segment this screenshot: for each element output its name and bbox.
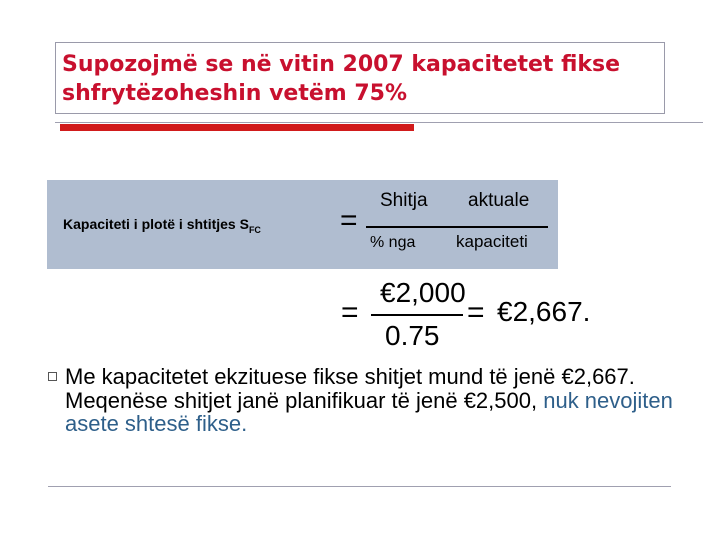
calc-result: €2,667. xyxy=(497,296,591,327)
equals-sign: = xyxy=(467,296,485,329)
equals-sign: = xyxy=(340,204,358,237)
denominator-word-1: % nga xyxy=(370,234,416,251)
numerator-word-1: Shitja xyxy=(380,190,428,211)
lhs-label: Kapaciteti i plotë i shtitjes S xyxy=(63,216,249,232)
bottom-divider xyxy=(48,486,671,487)
bullet-square-icon xyxy=(48,372,57,381)
fraction-bar xyxy=(371,314,463,316)
calc-denominator: 0.75 xyxy=(385,320,440,351)
formula-lhs xyxy=(63,216,261,235)
conclusion-highlight: nuk nevojiten asete shtesë fikse. xyxy=(65,387,673,436)
numerator-word-2: aktuale xyxy=(468,190,530,211)
equals-sign: = xyxy=(341,296,359,329)
conclusion-paragraph xyxy=(65,365,690,436)
conclusion-text: Me kapacitetet ekzituese fikse shitjet mund të jenë €2,667. Meqenëse shitjet janë planifikuar të jenë €2,500, xyxy=(65,364,635,413)
accent-bar xyxy=(60,124,414,131)
fraction-bar xyxy=(366,226,548,228)
denominator-word-2: kapaciteti xyxy=(456,232,528,251)
lhs-subscript: FC xyxy=(248,224,261,235)
slide-title: Supozojmë se në vitin 2007 kapacitetet fikse shfrytëzoheshin vetëm 75% xyxy=(62,52,621,106)
calc-numerator: €2,000 xyxy=(380,277,466,308)
top-divider xyxy=(55,122,703,123)
